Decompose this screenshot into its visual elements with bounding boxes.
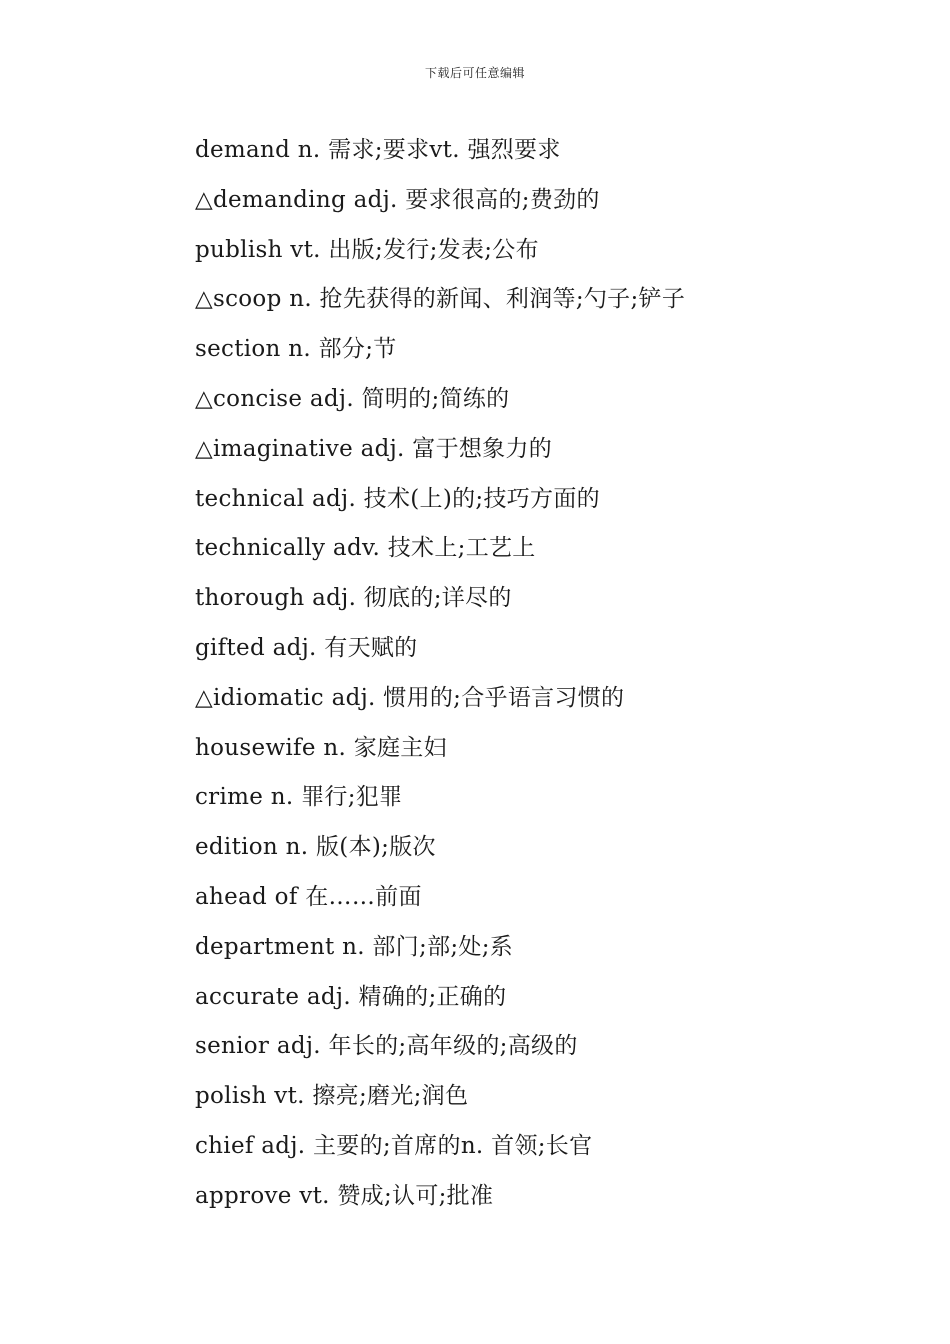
vocabulary-entry: ahead of 在……前面 <box>195 883 422 910</box>
vocabulary-entry: chief adj. 主要的;首席的n. 首领;长官 <box>195 1132 593 1159</box>
vocabulary-entry: △scoop n. 抢先获得的新闻、利润等;勺子;铲子 <box>195 286 686 313</box>
vocabulary-entry: technically adv. 技术上;工艺上 <box>195 535 536 562</box>
vocabulary-entry: gifted adj. 有天赋的 <box>195 634 418 661</box>
vocabulary-entry: △idiomatic adj. 惯用的;合乎语言习惯的 <box>195 684 625 711</box>
vocabulary-entry: △concise adj. 简明的;简练的 <box>195 385 510 412</box>
vocabulary-entry: approve vt. 赞成;认可;批准 <box>195 1182 494 1209</box>
vocabulary-entry: thorough adj. 彻底的;详尽的 <box>195 585 512 612</box>
vocabulary-list <box>195 130 895 1226</box>
vocabulary-entry: department n. 部门;部;处;系 <box>195 933 514 960</box>
vocabulary-entry: technical adj. 技术(上)的;技巧方面的 <box>195 485 600 512</box>
vocabulary-entry: senior adj. 年长的;高年级的;高级的 <box>195 1033 578 1060</box>
vocabulary-entry: polish vt. 擦亮;磨光;润色 <box>195 1083 469 1110</box>
vocabulary-entry: crime n. 罪行;犯罪 <box>195 784 403 811</box>
vocabulary-entry: △imaginative adj. 富于想象力的 <box>195 435 553 462</box>
vocabulary-entry: demand n. 需求;要求vt. 强烈要求 <box>195 137 561 163</box>
page-header: 下载后可任意编辑 <box>424 66 525 80</box>
vocabulary-entry: housewife n. 家庭主妇 <box>195 734 447 761</box>
vocabulary-entry: accurate adj. 精确的;正确的 <box>195 983 507 1010</box>
vocabulary-entry: edition n. 版(本);版次 <box>195 834 436 861</box>
vocabulary-entry: publish vt. 出版;发行;发表;公布 <box>195 236 539 263</box>
vocabulary-entry: section n. 部分;节 <box>195 336 397 363</box>
vocabulary-entry: △demanding adj. 要求很高的;费劲的 <box>195 186 600 213</box>
